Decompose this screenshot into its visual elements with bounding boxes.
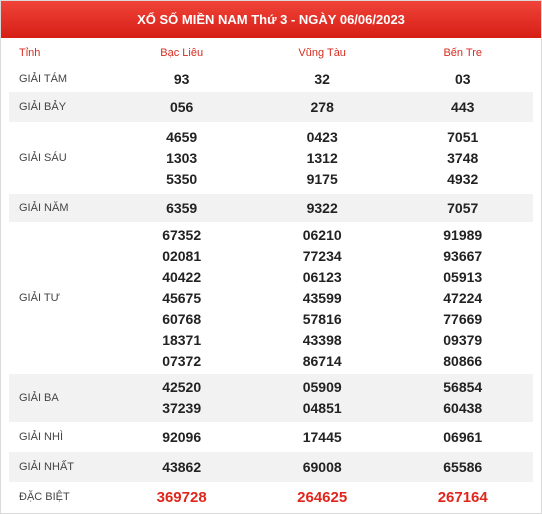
prize-cell-ben-tre bbox=[392, 482, 533, 512]
prize-row-giai-sau bbox=[9, 122, 533, 194]
prize-cell-ben-tre bbox=[392, 422, 533, 452]
province-ben-tre[interactable]: Bến Tre bbox=[443, 47, 482, 59]
prize-row-giai-tu bbox=[9, 222, 533, 374]
prize-number: 93667 bbox=[443, 247, 483, 264]
prize-number: 4659 bbox=[166, 128, 198, 145]
prize-number: 93 bbox=[173, 70, 190, 87]
prize-number: 09379 bbox=[443, 331, 483, 348]
prize-row-giai-ba bbox=[9, 374, 533, 422]
prize-number: 6359 bbox=[166, 199, 198, 216]
prize-number: 3748 bbox=[447, 149, 479, 166]
prize-number: 47224 bbox=[443, 289, 483, 306]
special-prize-number: 267164 bbox=[437, 488, 488, 506]
prize-cell-vung-tau bbox=[252, 122, 393, 194]
prize-number: 60768 bbox=[162, 310, 202, 327]
prize-label: GIẢI TƯ bbox=[19, 292, 60, 304]
prize-number: 32 bbox=[314, 70, 330, 87]
prize-number: 69008 bbox=[302, 458, 342, 475]
prize-number: 60438 bbox=[443, 400, 483, 416]
prize-number: 0423 bbox=[306, 128, 338, 145]
prize-number: 57816 bbox=[302, 310, 342, 327]
prize-row-giai-nhat bbox=[9, 452, 533, 482]
prize-number: 06210 bbox=[302, 226, 342, 243]
prize-row-giai-bay bbox=[9, 92, 533, 122]
prize-cell-bac-lieu bbox=[111, 374, 252, 422]
prize-number: 1303 bbox=[166, 149, 198, 166]
prize-number: 43862 bbox=[162, 458, 202, 475]
prize-cell-bac-lieu bbox=[111, 66, 252, 92]
prize-cell-ben-tre bbox=[392, 194, 533, 222]
prize-cell-vung-tau bbox=[252, 422, 393, 452]
prize-cell-bac-lieu bbox=[111, 482, 252, 512]
province-vung-tau[interactable]: Vũng Tàu bbox=[298, 47, 346, 59]
prize-number: 67352 bbox=[162, 226, 202, 243]
prize-number: 42520 bbox=[162, 379, 202, 395]
prize-cell-bac-lieu bbox=[111, 92, 252, 122]
prize-label: GIẢI NĂM bbox=[19, 202, 69, 214]
prize-number: 77234 bbox=[302, 247, 342, 264]
prize-number: 7057 bbox=[447, 199, 479, 216]
prize-label: ĐẶC BIỆT bbox=[19, 491, 70, 503]
province-bac-lieu[interactable]: Bạc Liêu bbox=[160, 47, 204, 59]
prize-cell-ben-tre bbox=[392, 66, 533, 92]
prize-label: GIẢI NHÌ bbox=[19, 431, 64, 443]
prize-number: 4932 bbox=[447, 170, 479, 187]
prize-number: 9322 bbox=[306, 199, 338, 216]
prize-number: 43398 bbox=[302, 331, 342, 348]
prize-number: 43599 bbox=[302, 289, 342, 306]
prize-number: 05913 bbox=[443, 268, 483, 285]
prize-label: GIẢI BA bbox=[19, 392, 59, 404]
prize-number: 45675 bbox=[162, 289, 202, 306]
prize-cell-vung-tau bbox=[252, 194, 393, 222]
prize-number: 056 bbox=[169, 98, 194, 115]
prize-number: 77669 bbox=[443, 310, 483, 327]
prize-label: GIẢI BẢY bbox=[19, 101, 67, 113]
prize-cell-ben-tre bbox=[392, 374, 533, 422]
prize-number: 65586 bbox=[443, 458, 483, 475]
prize-cell-bac-lieu bbox=[111, 452, 252, 482]
results-table bbox=[9, 40, 533, 512]
page-title: XỔ SỐ MIỀN NAM Thứ 3 - NGÀY 06/06/2023 bbox=[1, 1, 541, 38]
prize-cell-bac-lieu bbox=[111, 422, 252, 452]
prize-number: 17445 bbox=[302, 428, 342, 445]
prize-number: 05909 bbox=[302, 379, 342, 395]
prize-row-giai-tam bbox=[9, 66, 533, 92]
province-column-label: Tỉnh bbox=[19, 47, 41, 59]
prize-cell-vung-tau bbox=[252, 222, 393, 374]
prize-cell-ben-tre bbox=[392, 222, 533, 374]
province-header-row bbox=[9, 40, 533, 66]
prize-number: 07372 bbox=[162, 352, 202, 369]
prize-cell-bac-lieu bbox=[111, 194, 252, 222]
special-prize-number: 369728 bbox=[156, 488, 207, 506]
prize-cell-ben-tre bbox=[392, 122, 533, 194]
prize-number: 80866 bbox=[443, 352, 483, 369]
prize-cell-bac-lieu bbox=[111, 122, 252, 194]
prize-cell-bac-lieu bbox=[111, 222, 252, 374]
prize-number: 91989 bbox=[443, 226, 483, 243]
prize-cell-ben-tre bbox=[392, 452, 533, 482]
prize-number: 02081 bbox=[162, 247, 202, 264]
prize-row-giai-nam bbox=[9, 194, 533, 222]
prize-number: 443 bbox=[451, 98, 475, 115]
prize-cell-ben-tre bbox=[392, 92, 533, 122]
prize-cell-vung-tau bbox=[252, 66, 393, 92]
prize-number: 86714 bbox=[302, 352, 342, 369]
prize-cell-vung-tau bbox=[252, 92, 393, 122]
prize-number: 03 bbox=[454, 70, 471, 87]
prize-number: 1312 bbox=[306, 149, 338, 166]
prize-row-dac-biet bbox=[9, 482, 533, 512]
prize-number: 06961 bbox=[443, 428, 483, 445]
prize-label: GIẢI NHẤT bbox=[19, 461, 75, 473]
prize-cell-vung-tau bbox=[252, 482, 393, 512]
special-prize-number: 264625 bbox=[297, 488, 348, 506]
prize-row-giai-nhi bbox=[9, 422, 533, 452]
prize-cell-vung-tau bbox=[252, 374, 393, 422]
prize-label: GIẢI TÁM bbox=[19, 73, 68, 85]
prize-number: 278 bbox=[310, 98, 334, 115]
prize-cell-vung-tau bbox=[252, 452, 393, 482]
prize-number: 92096 bbox=[162, 428, 202, 445]
prize-number: 06123 bbox=[302, 268, 342, 285]
prize-number: 7051 bbox=[447, 128, 479, 145]
prize-number: 04851 bbox=[302, 400, 342, 416]
prize-number: 18371 bbox=[162, 331, 202, 348]
prize-number: 40422 bbox=[162, 268, 202, 285]
prize-label: GIẢI SÁU bbox=[19, 152, 67, 164]
prize-number: 37239 bbox=[162, 400, 202, 416]
prize-number: 56854 bbox=[443, 379, 483, 395]
prize-number: 9175 bbox=[306, 170, 338, 187]
prize-number: 5350 bbox=[166, 170, 198, 187]
